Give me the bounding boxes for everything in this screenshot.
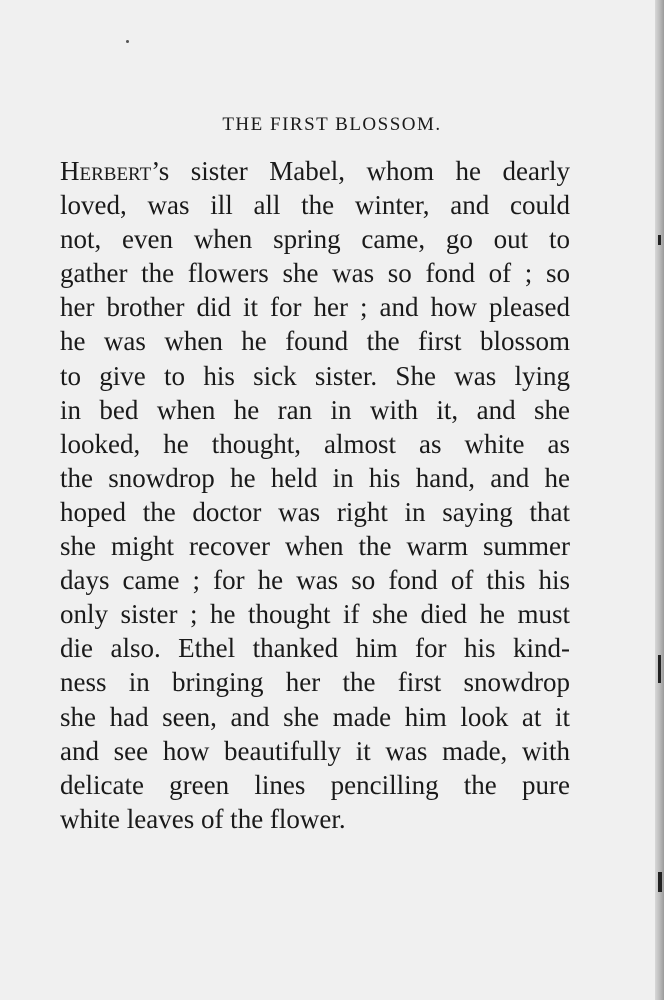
text-line <box>60 154 570 188</box>
text-line: ness in bringing her the first snowdrop <box>60 667 570 698</box>
text-line: loved, was ill all the winter, and could <box>60 190 570 221</box>
text-line: and see how beautifully it was made, with <box>60 735 570 766</box>
text-line: only sister ; he thought if she died he must <box>60 599 570 630</box>
edge-mark <box>658 872 662 892</box>
text-line: he was when he found the first blossom <box>60 326 570 357</box>
page-speck <box>126 40 129 43</box>
page-title: THE FIRST BLOSSOM. <box>222 114 442 135</box>
text-line: the snowdrop he held in his hand, and he <box>60 462 570 493</box>
edge-mark <box>658 235 661 245</box>
opening-word: Herbert <box>60 156 152 186</box>
text-line: die also. Ethel thanked him for his kind- <box>60 633 570 664</box>
page-edge <box>655 0 664 1000</box>
text-line: white leaves of the flower. <box>60 803 346 834</box>
body-text <box>60 154 570 836</box>
text-line: her brother did it for her ; and how pleased <box>60 292 570 323</box>
text-line: in bed when he ran in with it, and she <box>60 394 570 425</box>
text-line: not, even when spring came, go out to <box>60 224 570 255</box>
text-line: she had seen, and she made him look at it <box>60 701 570 732</box>
text-line: delicate green lines pencilling the pure <box>60 769 570 800</box>
text-line: looked, he thought, almost as white as <box>60 428 570 459</box>
text-line: days came ; for he was so fond of this his <box>60 565 570 596</box>
text-line-content: ’s sister Mabel, whom he dearly <box>151 156 570 186</box>
text-line: to give to his sick sister. She was lying <box>60 360 570 391</box>
text-line: she might recover when the warm summer <box>60 531 570 562</box>
edge-mark <box>658 655 661 683</box>
text-line: gather the flowers she was so fond of ; so <box>60 258 570 289</box>
text-line: hoped the doctor was right in saying that <box>60 496 570 527</box>
